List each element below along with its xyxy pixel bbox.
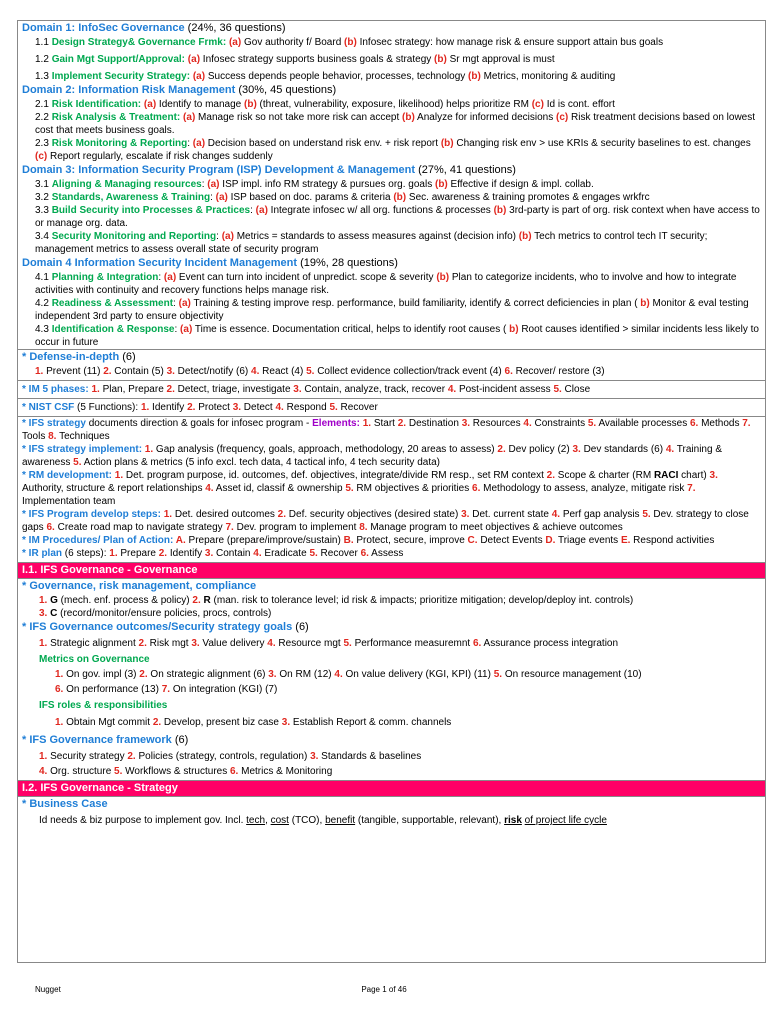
item-text: Dev. program to implement (233, 522, 360, 533)
item-number: 4. (251, 366, 260, 377)
item-text: Collect evidence collection/track event (4) (314, 366, 505, 377)
item-text: Available processes (596, 418, 690, 429)
im-procedures-para: * IM Procedures/ Plan of Action: A. Prepare (prepare/improve/sustain) B. Protect, secure, improve C. Detect Events D. Triage events E. Respond activities (22, 535, 715, 546)
item-number: D. (545, 535, 556, 546)
item-text: Create road map to navigate strategy (54, 522, 226, 533)
item-text: Resource mgt (275, 638, 344, 649)
item-number: 4. (275, 402, 284, 413)
item-text: Perf gap analysis (560, 509, 643, 520)
nist-csf-section: * NIST CSF (5 Functions): 1. Identify 2. Protect 3. Detect 4. Respond 5. Recover (18, 399, 765, 417)
item-number: 2. (138, 638, 147, 649)
domain-line: 1.3 Implement Security Strategy: (a) Success depends people behavior, processes, technology (b) Metrics, monitoring & auditing (35, 71, 616, 82)
item-text: Dev standards (6) (580, 444, 666, 455)
business-case-heading: * Business Case (22, 798, 108, 810)
item-text: Protect, secure, improve (353, 535, 468, 546)
domain-line: 2.2 Risk Analysis & Treatment: (a) Manage risk so not take more risk can accept (b) Analyze for informed decisions (c) Risk treatment decisions based on lowest cost that meets business goals. (35, 112, 756, 136)
item-text: Implementation team (22, 496, 116, 507)
item-text: Constraints (531, 418, 588, 429)
item-text: Det. program purpose, id. outcomes, def. objectives, integrate/divide RM resp., set RM context (123, 470, 547, 481)
item-text: Eradicate (261, 548, 310, 559)
domain-line: 3.3 Build Security into Processes & Practices: (a) Integrate infosec w/ all org. functions & processes (b) 3rd-party is part of org. risk context when have access to or manage org. data. (35, 205, 760, 229)
framework-line-2 (22, 763, 761, 778)
item-number: 4. (447, 384, 457, 395)
item-number: 6. (504, 366, 513, 377)
item-number: 3. (461, 509, 470, 520)
business-case-section (18, 797, 765, 827)
item-number: 2. (192, 595, 201, 606)
item-number: 1. (109, 548, 118, 559)
item-text: RACI (653, 470, 679, 481)
item-text: Start (371, 418, 398, 429)
domain-3-heading: Domain 3: Information Security Program (ISP) Development & Management (27%, 41 questions) (22, 164, 516, 176)
item-number: 4. (334, 669, 343, 680)
item-text: On resource management (10) (502, 669, 642, 680)
item-number: 1. (55, 669, 64, 680)
item-number: 3. (204, 548, 214, 559)
item-text: Asset id, classif & ownership (213, 483, 346, 494)
item-number: 3. (166, 366, 175, 377)
grc-line-1 (22, 594, 761, 607)
governance-section (18, 579, 765, 781)
item-text: Assess (368, 548, 404, 559)
item-text: RM objectives & priorities (353, 483, 473, 494)
item-number: B. (343, 535, 354, 546)
item-text: Security strategy (47, 751, 128, 762)
footer-left: Nugget (35, 985, 61, 994)
item-number: 4. (551, 509, 561, 520)
item-text: Contain (5) (111, 366, 167, 377)
item-number: 3. (461, 418, 471, 429)
item-number: 7. (687, 483, 696, 494)
domain-line: 4.2 Readiness & Assessment: (a) Training & testing improve resp. performance, build familiarity, identify & correct deficiencies in plan ( b) Monitor & eval testing independent 3rd party to ensure objectivity (35, 298, 749, 322)
domain-4-heading: Domain 4 Information Security Incident Management (19%, 28 questions) (22, 257, 398, 269)
item-text: Prepare (prepare/improve/sustain) (185, 535, 344, 546)
item-number: 6. (472, 483, 481, 494)
item-number: 2. (397, 418, 407, 429)
item-text: Detect Events (477, 535, 546, 546)
item-number: 2. (166, 384, 175, 395)
item-number: 3. (39, 608, 48, 619)
item-number: 3. (191, 638, 200, 649)
item-text: Training & awareness (22, 444, 722, 468)
item-text: Dev policy (2) (505, 444, 573, 455)
metrics-heading: Metrics on Governance (39, 654, 150, 665)
item-number: 6. (55, 684, 64, 695)
domain-line: 1.2 Gain Mgt Support/Approval: (a) Infosec strategy supports business goals & strategy (b) Sr mgt approval is must (35, 54, 555, 65)
item-text: Scope & charter (RM (555, 470, 654, 481)
item-number: 1. (88, 384, 100, 395)
item-number: 2. (497, 444, 506, 455)
item-text: Resources (470, 418, 524, 429)
item-text: On value delivery (KGI, KPI) (11) (342, 669, 494, 680)
domain-line: 4.3 Identification & Response: (a) Time is essence. Documentation critical, helps to identify root causes ( b) Root causes identified > similar incidents less likely to occur in future (35, 324, 759, 348)
item-text: Plan, Prepare (99, 384, 167, 395)
item-text: Recover/ restore (3) (512, 366, 605, 377)
business-case-text: Id needs & biz purpose to implement gov. Incl. tech, cost (TCO), benefit (tangible, supportable, relevant), risk of project life cycle (39, 815, 607, 826)
item-text: Tools (22, 431, 49, 442)
section-bar-governance: I.1. IFS Governance - Governance (18, 563, 765, 579)
item-number: E. (620, 535, 631, 546)
domain-line: 3.2 Standards, Awareness & Training: (a) ISP based on doc. params & criteria (b) Sec. awareness & training promotes & engages wrkfrc (35, 192, 650, 203)
item-number: 5. (345, 483, 354, 494)
item-text: Destination (406, 418, 462, 429)
item-number: 1. (140, 402, 150, 413)
item-text: Detect/notify (6) (174, 366, 252, 377)
item-text: Strategic alignment (47, 638, 139, 649)
item-number: C. (467, 535, 478, 546)
item-number: 6. (689, 418, 699, 429)
item-text: Action plans & metrics (5 info excl. tech data, 4 tactical info, 4 tech security data) (81, 457, 440, 468)
item-number: 4. (665, 444, 675, 455)
item-text: Workflows & structures (122, 766, 230, 777)
item-number: 1. (160, 509, 173, 520)
im-phases-section: * IM 5 phases: 1. Plan, Prepare 2. Detect, triage, investigate 3. Contain, analyze, track, recover 4. Post-incident assess 5. Close (18, 381, 765, 399)
item-number: 5. (642, 509, 651, 520)
item-number: 4. (253, 548, 262, 559)
item-number: 2. (139, 669, 148, 680)
item-number: 4. (523, 418, 532, 429)
item-number: 1. (142, 444, 154, 455)
item-number: 4. (39, 766, 48, 777)
item-text: Protect (195, 402, 233, 413)
item-text: Recover (337, 402, 378, 413)
item-text: On integration (KGI) (7) (170, 684, 278, 695)
item-number: 2. (277, 509, 287, 520)
defense-in-depth-heading: * Defense-in-depth (6) (22, 351, 136, 363)
item-number: 3. (268, 669, 277, 680)
ifs-strategy-para: * IFS strategy documents direction & goals for infosec program - Elements: 1. Start 2. Destination 3. Resources 4. Constraints 5. Available processes 6. Methods 7. Tools 8. Techniques (22, 418, 751, 442)
item-text: Policies (strategy, controls, regulation) (135, 751, 311, 762)
item-text: Methodology to assess, analyze, mitigate risk (480, 483, 688, 494)
item-number: 1. (112, 470, 124, 481)
item-number: 1. (39, 638, 48, 649)
item-text: Gap analysis (frequency, goals, approach, methodology, 20 areas to assess) (153, 444, 498, 455)
item-text: Establish Report & comm. channels (290, 717, 452, 728)
item-text: Authority, structure & report relationships (22, 483, 206, 494)
item-text: Develop, present biz case (161, 717, 282, 728)
item-number: 2. (546, 470, 556, 481)
item-text: Manage program to meet objectives & achieve outcomes (367, 522, 623, 533)
item-text: Triage events (555, 535, 621, 546)
item-text: Det. current state (469, 509, 552, 520)
section-bar-strategy: I.2. IFS Governance - Strategy (18, 781, 765, 797)
item-text: Close (561, 384, 591, 395)
item-text: Metrics & Monitoring (238, 766, 333, 777)
item-number: 2. (152, 717, 162, 728)
defense-in-depth-items (18, 365, 765, 380)
framework-line-1 (22, 748, 761, 763)
roles-items (22, 712, 761, 729)
item-number: 5. (114, 766, 123, 777)
item-text: Det. desired outcomes (172, 509, 278, 520)
item-text: chart) (678, 470, 710, 481)
item-number: 3. (232, 402, 242, 413)
item-number: 1. (39, 595, 48, 606)
item-number: 8. (359, 522, 368, 533)
item-text: (man. risk to tolerance level; id risk & impacts; prioritize mitigation; develop/deploy int. controls) (210, 595, 634, 606)
item-number: 2. (103, 366, 112, 377)
item-text: Performance measuremnt (351, 638, 473, 649)
item-number: 1. (359, 418, 372, 429)
item-text: C (50, 608, 58, 619)
item-number: 1. (39, 751, 48, 762)
domains-section (18, 21, 765, 350)
domain-line: 1.1 Design Strategy& Governance Frmk: (a) Gov authority f/ Board (b) Infosec strategy: how manage risk & ensure support attain bus goals (35, 37, 664, 48)
item-number: 3. (572, 444, 581, 455)
item-text: Detect (241, 402, 276, 413)
item-text: On gov. impl (3) (63, 669, 140, 680)
strategy-section (18, 417, 765, 563)
item-text: Respond (283, 402, 330, 413)
item-text: G (50, 595, 58, 606)
item-text: Prevent (11) (43, 366, 104, 377)
item-number: 5. (306, 366, 315, 377)
item-text: (mech. enf. process & policy) (57, 595, 193, 606)
ifs-program-steps-para: * IFS Program develop steps: 1. Det. desired outcomes 2. Def. security objectives (desired state) 3. Det. current state 4. Perf gap analysis 5. Dev. strategy to close gaps 6. Create road map to navigate strategy 7. Dev. program to implement 8. Manage program to meet objectives & achieve outcomes (22, 509, 749, 533)
item-number: 1. (55, 717, 64, 728)
item-text: React (4) (259, 366, 307, 377)
item-text: Prepare (117, 548, 159, 559)
roles-heading: IFS roles & responsibilities (39, 700, 168, 711)
ir-plan-para: * IR plan (6 steps): 1. Prepare 2. Identify 3. Contain 4. Eradicate 5. Recover 6. Assess (22, 548, 404, 559)
item-number: 5. (343, 638, 352, 649)
item-number: 2. (127, 751, 136, 762)
outcomes-items (22, 635, 761, 650)
page-number: Page 1 of 46 (361, 985, 407, 994)
grc-heading: * Governance, risk management, compliance (22, 580, 257, 592)
item-number: 5. (329, 402, 338, 413)
item-number: 6. (230, 766, 239, 777)
item-number: 5. (587, 418, 597, 429)
item-number: 4. (267, 638, 276, 649)
item-number: 6. (46, 522, 55, 533)
item-text: Assurance process integration (481, 638, 619, 649)
item-number: 2. (187, 402, 196, 413)
domain-1-heading: Domain 1: InfoSec Governance (24%, 36 questions) (22, 22, 286, 34)
item-text: On strategic alignment (6) (147, 669, 269, 680)
item-number: A. (173, 535, 186, 546)
item-number: 5. (73, 457, 82, 468)
item-number: 7. (161, 684, 171, 695)
item-text: Contain, analyze, track, recover (301, 384, 448, 395)
item-text: Obtain Mgt commit (63, 717, 153, 728)
item-number: 3. (310, 751, 319, 762)
domain-line: 3.4 Security Monitoring and Reporting: (a) Metrics = standards to assess measures against (decision info) (b) Tech metrics to control tech IT security; management metrics to assess overall state of security program (35, 231, 708, 255)
item-number: 6. (472, 638, 482, 649)
item-number: 7. (742, 418, 751, 429)
domain-line: 4.1 Planning & Integration: (a) Event can turn into incident of unpredict. scope & severity (b) Plan to categorize incidents, who to involve and how to integrate activities with continuity and recovery functions helps manage risk. (35, 272, 737, 296)
item-text: Standards & baselines (318, 751, 422, 762)
framework-heading: * IFS Governance framework (6) (22, 734, 189, 746)
domain-2-heading: Domain 2: Information Risk Management (30%, 45 questions) (22, 84, 337, 96)
item-text: Risk mgt (146, 638, 192, 649)
item-number: 5. (493, 669, 503, 680)
item-number: 6. (360, 548, 369, 559)
metrics-line-1 (22, 666, 761, 681)
item-number: 4. (205, 483, 214, 494)
domain-line: 3.1 Aligning & Managing resources: (a) ISP impl. info RM strategy & pursues org. goals (b) Effective if design & impl. collab. (35, 179, 594, 190)
item-text: Techniques (56, 431, 110, 442)
grc-line-2 (22, 607, 761, 620)
outcomes-heading: * IFS Governance outcomes/Security strategy goals (6) (22, 621, 309, 633)
item-text: On performance (13) (63, 684, 162, 695)
item-number: 3. (709, 470, 718, 481)
item-number: 5. (309, 548, 318, 559)
item-text: Recover (317, 548, 361, 559)
item-number: 7. (225, 522, 234, 533)
rm-development-para: * RM development: 1. Det. program purpose, id. outcomes, def. objectives, integrate/divide RM resp., set RM context 2. Scope & charter (RM RACI chart) 3. Authority, structure & report relationships 4. Asset id, classif & ownership 5. RM objectives & priorities 6. Methodology to assess, analyze, mitigate risk 7. Implementation team (22, 470, 718, 507)
item-text: R (203, 595, 211, 606)
item-text: (record/monitor/ensure policies, procs, controls) (57, 608, 272, 619)
item-text: Detect, triage, investigate (174, 384, 294, 395)
item-text: Org. structure (47, 766, 115, 777)
item-text: Post-incident assess (456, 384, 554, 395)
domain-line: 2.3 Risk Monitoring & Reporting: (a) Decision based on understand risk env. + risk report (b) Changing risk env > use KRIs & security baselines to est. changes (c) Report regularly, escalate if risk changes suddenly (35, 138, 751, 162)
item-text: On RM (12) (276, 669, 335, 680)
item-number: 3. (293, 384, 302, 395)
item-text: Def. security objectives (desired state) (286, 509, 462, 520)
item-number: 2. (158, 548, 168, 559)
document-page (17, 20, 766, 963)
item-text: Identify (149, 402, 188, 413)
item-text: Respond activities (630, 535, 715, 546)
item-number: 3. (281, 717, 291, 728)
item-number: 5. (553, 384, 562, 395)
domain-line: 2.1 Risk Identification: (a) Identify to manage (b) (threat, vulnerability, exposure, likelihood) helps prioritize RM (c) Id is cont. effort (35, 99, 615, 110)
item-text: Contain (213, 548, 254, 559)
item-number: 1. (35, 366, 44, 377)
metrics-line-2 (22, 681, 761, 696)
item-text: Value delivery (199, 638, 268, 649)
item-text: Dev. strategy to close gaps (22, 509, 749, 533)
ifs-strategy-implement-para: * IFS strategy implement: 1. Gap analysis (frequency, goals, approach, methodology, 20 areas to assess) 2. Dev policy (2) 3. Dev standards (6) 4. Training & awareness 5. Action plans & metrics (5 info excl. tech data, 4 tactical info, 4 tech security data) (22, 444, 722, 468)
item-text: Identify (167, 548, 205, 559)
item-text: Methods (698, 418, 743, 429)
item-number: 8. (48, 431, 57, 442)
defense-in-depth-section (18, 350, 765, 381)
